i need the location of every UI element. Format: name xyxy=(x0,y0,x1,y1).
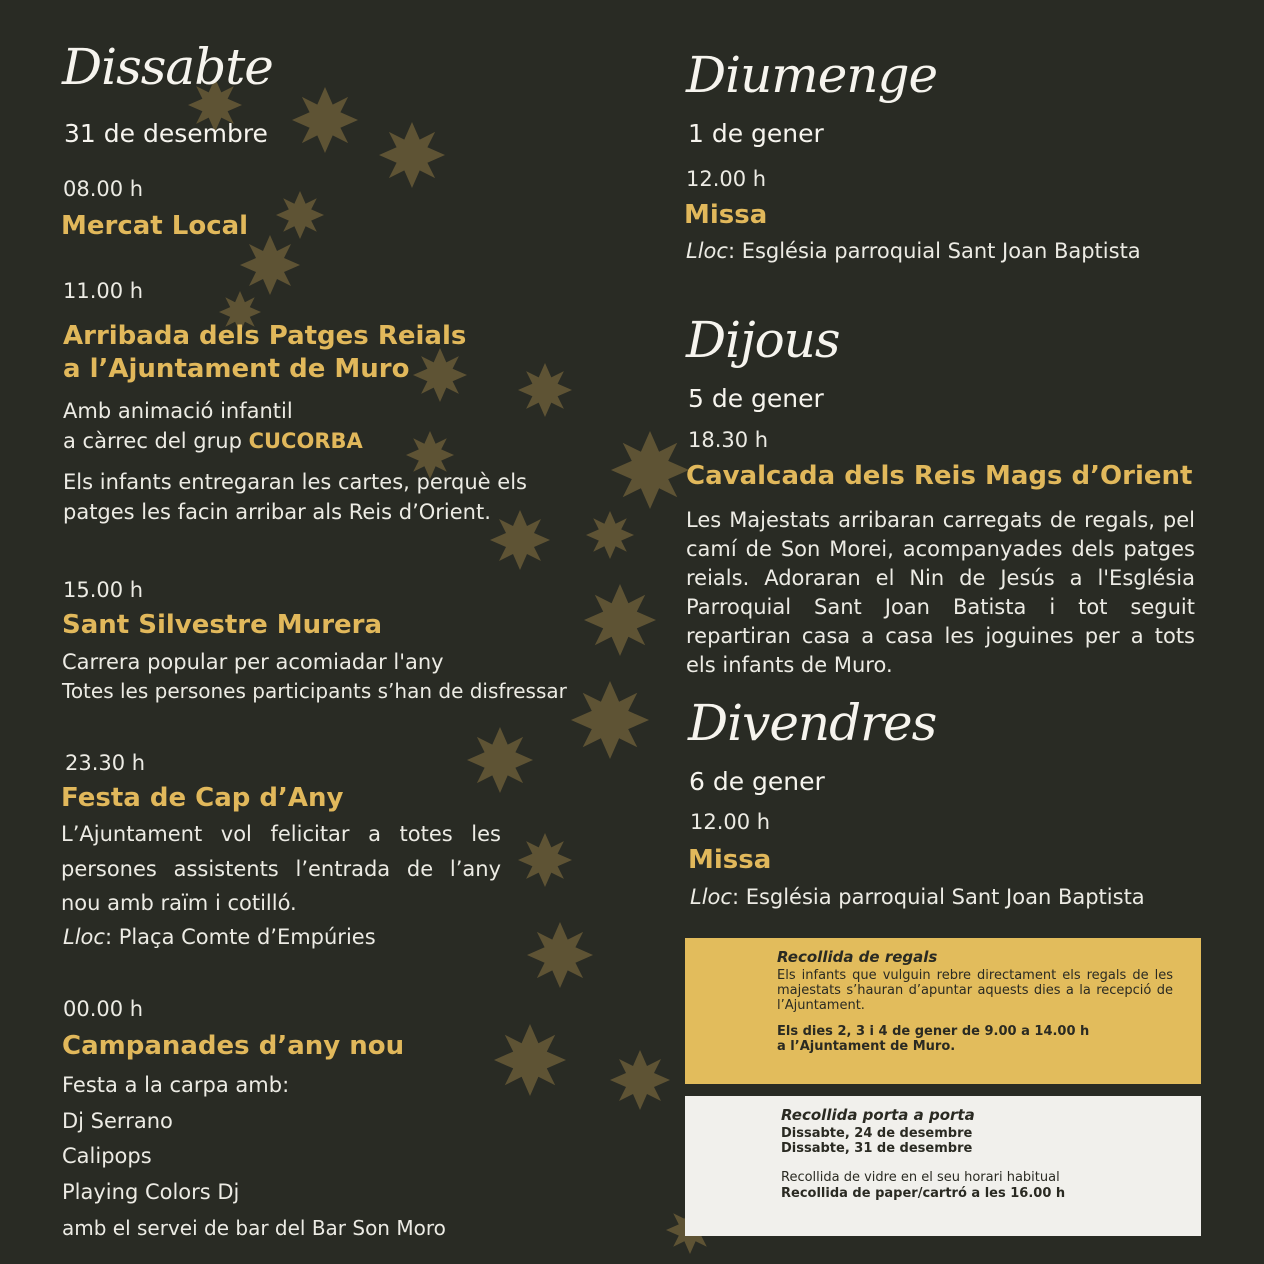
door-to-door-collection-box xyxy=(685,1096,1201,1236)
date-friday: 6 de gener xyxy=(689,767,825,796)
day-heading-saturday: Dissabte xyxy=(62,38,273,96)
gift-box-title: Recollida de regals xyxy=(777,948,938,966)
event-description: L’Ajuntament vol felicitar a totes les persones assistents l’entrada de l’any nou amb raïm i cotilló. xyxy=(61,822,501,916)
event-description: Els infants entregaran les cartes, perquè els patges les facin arribar als Reis d’Orient. xyxy=(63,470,527,525)
event-place: Lloc: Església parroquial Sant Joan Baptista xyxy=(690,885,1145,909)
event-time: 08.00 h xyxy=(63,177,144,201)
event-title: Festa de Cap d’Any xyxy=(61,783,344,813)
waste-box-date: Dissabte, 31 de desembre xyxy=(781,1141,973,1157)
event-title: Campanades d’any nou xyxy=(62,1031,405,1061)
band-name: CUCORBA xyxy=(248,429,363,454)
event-time: 00.00 h xyxy=(63,997,144,1021)
day-heading-thursday: Dijous xyxy=(686,311,840,369)
event-time: 12.00 h xyxy=(690,810,771,834)
day-heading-sunday: Diumenge xyxy=(686,46,938,104)
event-place: Lloc: Plaça Comte d’Empúries xyxy=(63,925,376,949)
gift-box-text: Els infants que vulguin rebre directament els regals de les majestats s’hauran d’apuntar aquests dies a la recepció de l’Ajuntament. xyxy=(777,968,1173,1014)
event-title: Missa xyxy=(688,845,772,875)
event-time: 18.30 h xyxy=(688,428,769,452)
gift-collection-box xyxy=(685,938,1201,1084)
gift-box-dates: Els dies 2, 3 i 4 de gener de 9.00 a 14.00 h a l’Ajuntament de Muro. xyxy=(777,1023,1090,1054)
event-time: 12.00 h xyxy=(686,167,767,191)
date-saturday: 31 de desembre xyxy=(64,119,268,148)
waste-box-line: Recollida de vidre en el seu horari habitual xyxy=(781,1170,1060,1186)
event-time: 15.00 h xyxy=(63,578,144,602)
waste-box-title: Recollida porta a porta xyxy=(781,1106,975,1124)
day-heading-friday: Divendres xyxy=(688,694,937,752)
event-description: Carrera popular per acomiadar l'any Totes les persones participants s’han de disfressar xyxy=(62,650,567,704)
event-title: Mercat Local xyxy=(61,211,249,241)
date-thursday: 5 de gener xyxy=(688,384,824,413)
event-title: Missa xyxy=(684,200,768,230)
event-time: 23.30 h xyxy=(65,751,146,775)
waste-box-date: Dissabte, 24 de desembre xyxy=(781,1126,973,1141)
event-title: Arribada dels Patges Reials a l’Ajuntament de Muro xyxy=(63,321,467,384)
event-description: Les Majestats arribaran carregats de regals, pel camí de Son Morei, acompanyades dels patges reials. Adoraran el Nin de Jesús a l'Església Parroquial Sant Joan Batista i tot seguit repartiran casa a casa les joguines per a tots els infants de Muro. xyxy=(686,508,1195,677)
event-title: Cavalcada dels Reis Mags d’Orient xyxy=(686,461,1193,491)
event-title: Sant Silvestre Murera xyxy=(62,610,383,640)
date-sunday: 1 de gener xyxy=(688,119,824,148)
event-place: Lloc: Església parroquial Sant Joan Baptista xyxy=(686,239,1141,263)
event-time: 11.00 h xyxy=(63,279,144,303)
event-description: Amb animació infantil a càrrec del grup CUCORBA xyxy=(63,399,363,454)
waste-box-line: Recollida de paper/cartró a les 16.00 h xyxy=(781,1185,1066,1201)
event-description: Festa a la carpa amb: Dj Serrano Calipops Playing Colors Dj amb el servei de bar del Bar Son Moro xyxy=(62,1073,446,1240)
